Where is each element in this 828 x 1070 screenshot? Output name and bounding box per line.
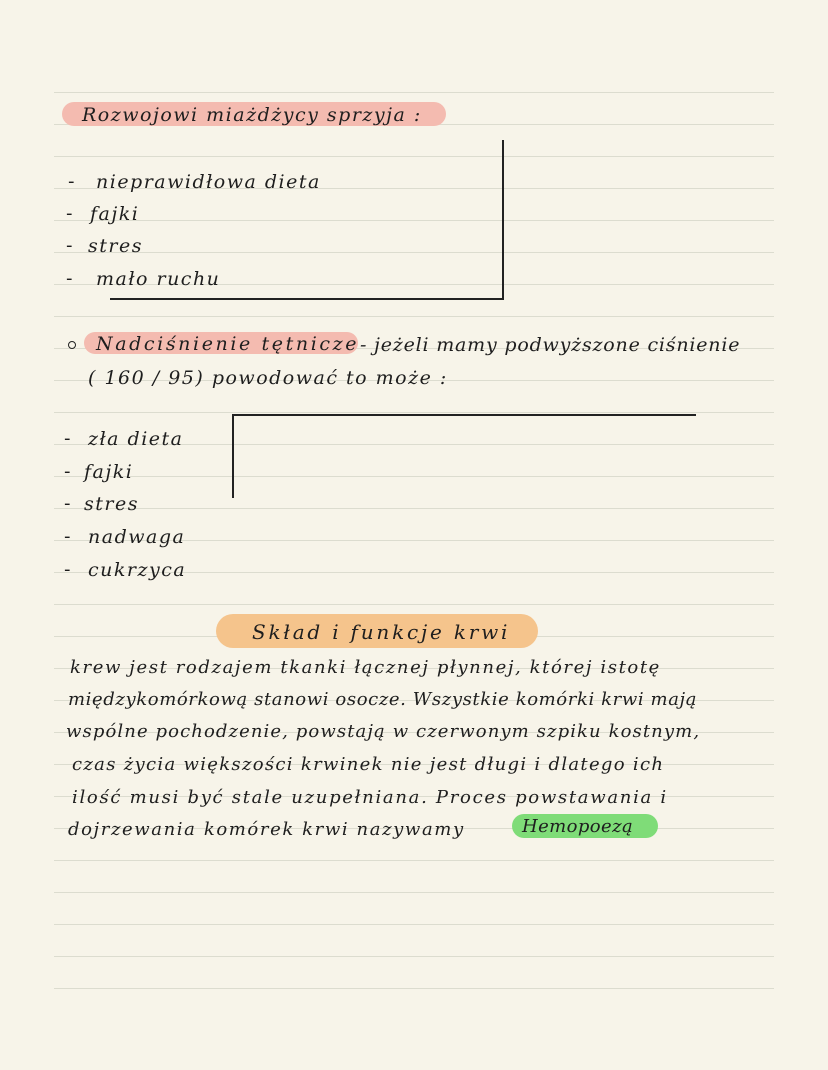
section1-heading: Rozwojowi miażdżycy sprzyja : bbox=[82, 104, 422, 126]
paragraph-line: krew jest rodzajem tkanki łącznej płynnej, której istotę bbox=[70, 657, 661, 678]
section2-bracket-horizontal bbox=[232, 414, 696, 416]
section3-title: Skład i funkcje krwi bbox=[252, 620, 511, 644]
list-item: nadwaga bbox=[88, 526, 186, 548]
list-item: zła dieta bbox=[88, 428, 184, 450]
section2-bracket-vertical bbox=[232, 414, 234, 498]
list-item: mało ruchu bbox=[96, 268, 221, 290]
section1-bracket-horizontal bbox=[110, 298, 504, 300]
section1-bracket-vertical bbox=[502, 140, 504, 300]
list-dash: - bbox=[64, 493, 71, 514]
paragraph-line: międzykomórkową stanowi osocze. Wszystkie komórki krwi mają bbox=[68, 689, 698, 710]
section2-line2: ( 160 / 95) powodować to może : bbox=[88, 367, 448, 389]
list-dash: - bbox=[64, 428, 71, 449]
list-item: cukrzyca bbox=[88, 559, 187, 581]
section2-term: Nadciśnienie tętnicze bbox=[96, 333, 360, 355]
list-item: nieprawidłowa dieta bbox=[96, 171, 321, 193]
list-dash: - bbox=[64, 526, 71, 547]
list-item: fajki bbox=[90, 203, 140, 225]
paragraph-line: dojrzewania komórek krwi nazywamy bbox=[68, 819, 465, 840]
list-item: stres bbox=[84, 493, 139, 515]
list-dash: - bbox=[64, 559, 71, 580]
list-item: stres bbox=[88, 235, 143, 257]
paragraph-line: wspólne pochodzenie, powstają w czerwonym szpiku kostnym, bbox=[66, 721, 701, 742]
list-dash: - bbox=[66, 203, 73, 224]
section2-line1: - jeżeli mamy podwyższone ciśnienie bbox=[360, 334, 741, 356]
paragraph-line: ilość musi być stale uzupełniana. Proces powstawania i bbox=[72, 787, 668, 808]
list-dash: - bbox=[66, 235, 73, 256]
list-dash: - bbox=[66, 268, 73, 289]
list-dash: - bbox=[68, 171, 75, 192]
list-dash: - bbox=[64, 461, 71, 482]
paragraph-line: czas życia większości krwinek nie jest długi i dlatego ich bbox=[72, 754, 665, 775]
list-item: fajki bbox=[84, 461, 134, 483]
highlight-term: Hemopoezą bbox=[522, 816, 634, 837]
bullet-icon bbox=[68, 341, 76, 349]
